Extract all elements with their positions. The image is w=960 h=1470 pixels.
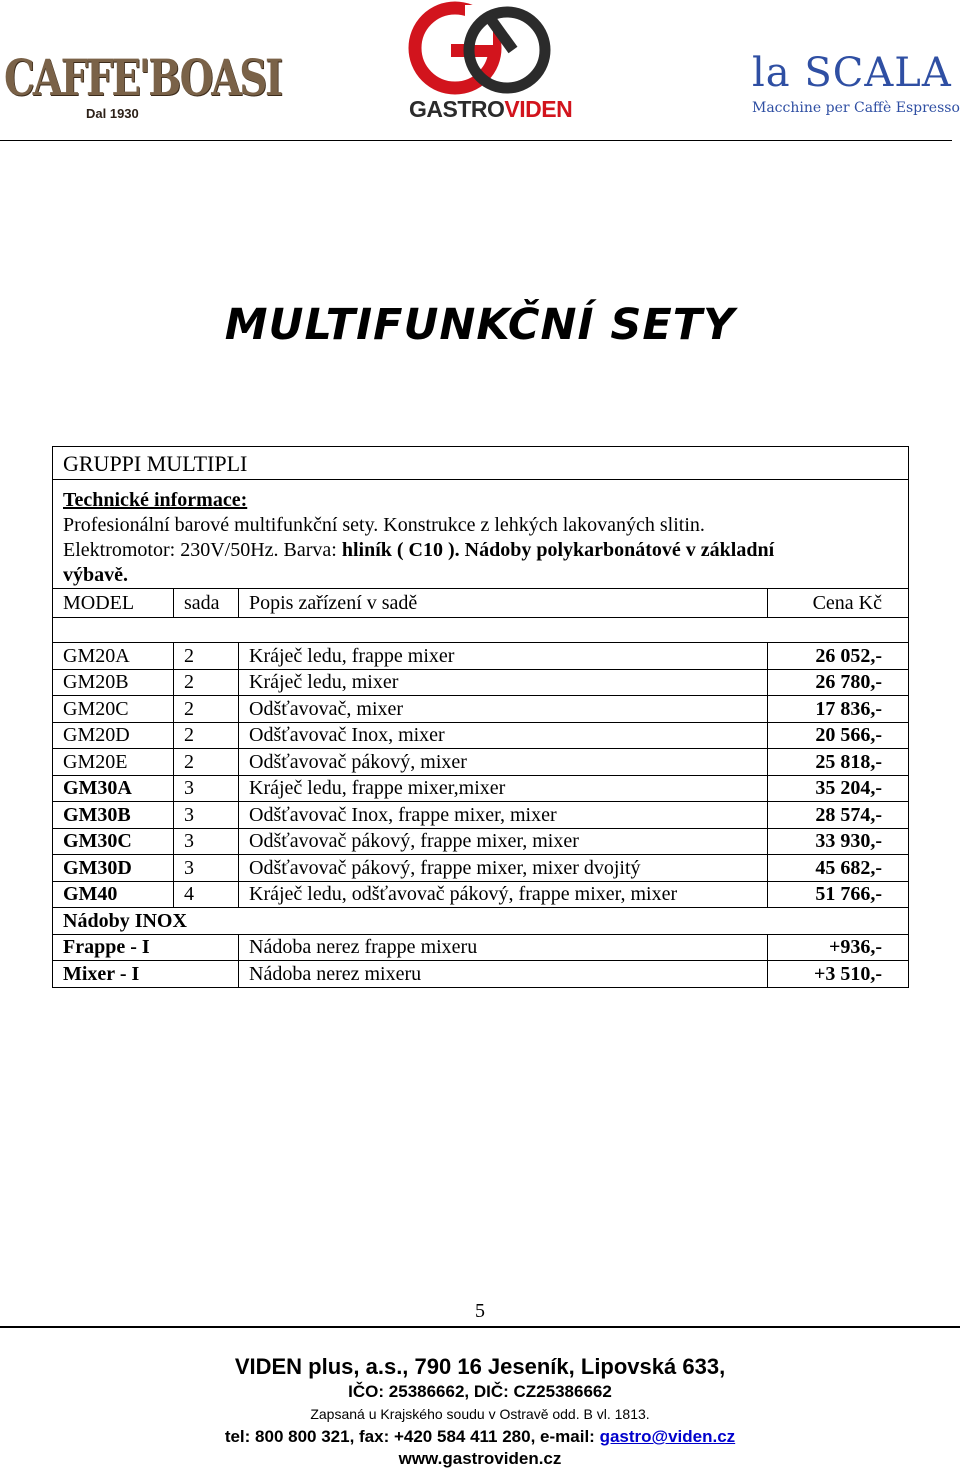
- header-divider: [0, 140, 952, 141]
- cell-desc: Odšťavovač pákový, mixer: [239, 749, 768, 776]
- table-row: [53, 828, 909, 855]
- cell-model: GM30B: [53, 802, 174, 829]
- footer-contacts: [0, 1427, 960, 1447]
- gastroviden-wordmark: GASTROVIDEN: [409, 96, 573, 122]
- cell-sada: 3: [174, 828, 239, 855]
- cell-desc: Odšťavovač Inox, frappe mixer, mixer: [239, 802, 768, 829]
- cell-model: GM20D: [53, 722, 174, 749]
- info-row: [53, 480, 909, 589]
- cell-sada: 3: [174, 802, 239, 829]
- table-row: [53, 881, 909, 908]
- cell-price: 25 818,-: [768, 749, 909, 776]
- footer-company: VIDEN plus, a.s., 790 16 Jeseník, Lipovská 633,: [234, 1354, 726, 1379]
- gastroviden-logo: [395, 0, 573, 128]
- cell-price: 33 930,-: [768, 828, 909, 855]
- info-line-2a: Elektromotor: 230V/50Hz. Barva:: [63, 539, 342, 561]
- inox-heading-row: [53, 908, 909, 935]
- table-row: [53, 696, 909, 723]
- caffe-boasi-logo: [4, 48, 281, 128]
- cell-sada: 4: [174, 881, 239, 908]
- cell-model: GM20B: [53, 669, 174, 696]
- page-number: 5: [475, 1300, 485, 1322]
- cell-price: 45 682,-: [768, 855, 909, 882]
- col-model: MODEL: [53, 589, 174, 618]
- info-heading: Technické informace:: [63, 489, 248, 511]
- cell-model: GM20C: [53, 696, 174, 723]
- info-line-1: Profesionální barové multifunkční sety. Konstrukce z lehkých lakovaných slitin.: [63, 514, 705, 536]
- cell-sada: 2: [174, 749, 239, 776]
- inox-model: Frappe - I: [53, 934, 239, 961]
- cell-sada: 3: [174, 775, 239, 802]
- inox-row: [53, 934, 909, 961]
- col-description: Popis zařízení v sadě: [239, 589, 768, 618]
- cell-price: 35 204,-: [768, 775, 909, 802]
- inox-price: +3 510,-: [768, 961, 909, 988]
- cell-sada: 2: [174, 643, 239, 670]
- spacer-cell: [53, 618, 909, 643]
- inox-row: [53, 961, 909, 988]
- cell-price: 17 836,-: [768, 696, 909, 723]
- cell-model: GM30A: [53, 775, 174, 802]
- table-row: [53, 802, 909, 829]
- table-row: [53, 669, 909, 696]
- cell-price: 20 566,-: [768, 722, 909, 749]
- la-scala-logo: [752, 50, 960, 126]
- cell-desc: Odšťavovač pákový, frappe mixer, mixer dvojitý: [239, 855, 768, 882]
- col-price: Cena Kč: [768, 589, 909, 618]
- info-line-3: výbavě.: [63, 564, 128, 586]
- cell-model: GM20A: [53, 643, 174, 670]
- cell-price: 26 780,-: [768, 669, 909, 696]
- cell-desc: Odšťavovač pákový, frappe mixer, mixer: [239, 828, 768, 855]
- table-row: [53, 775, 909, 802]
- page-title: MULTIFUNKČNÍ SETY: [224, 300, 736, 350]
- cell-model: GM30D: [53, 855, 174, 882]
- cell-price: 28 574,-: [768, 802, 909, 829]
- caffe-boasi-since: Dal 1930: [86, 106, 139, 121]
- table-row: [53, 643, 909, 670]
- la-scala-name: la SCALA: [752, 50, 952, 96]
- cell-price: 51 766,-: [768, 881, 909, 908]
- column-header-row: [53, 589, 909, 618]
- inox-model: Mixer - I: [53, 961, 239, 988]
- footer-website: www.gastroviden.cz: [398, 1449, 562, 1468]
- cell-desc: Kráječ ledu, mixer: [239, 669, 768, 696]
- table-row: [53, 749, 909, 776]
- spacer-row: [53, 618, 909, 643]
- cell-desc: Odšťavovač Inox, mixer: [239, 722, 768, 749]
- cell-model: GM30C: [53, 828, 174, 855]
- footer-email-link[interactable]: gastro@viden.cz: [599, 1427, 736, 1446]
- cell-desc: Kráječ ledu, frappe mixer,mixer: [239, 775, 768, 802]
- footer-phone-fax: tel: 800 800 321, fax: +420 584 411 280, e-mail:: [224, 1427, 600, 1446]
- cell-model: GM20E: [53, 749, 174, 776]
- footer-ids: IČO: 25386662, DIČ: CZ25386662: [348, 1382, 612, 1401]
- technical-info: [53, 480, 909, 589]
- cell-desc: Kráječ ledu, frappe mixer: [239, 643, 768, 670]
- cell-price: 26 052,-: [768, 643, 909, 670]
- group-row: [53, 447, 909, 480]
- table-row: [53, 722, 909, 749]
- product-table: [52, 446, 909, 988]
- inox-heading: Nádoby INOX: [53, 908, 909, 935]
- cell-sada: 2: [174, 669, 239, 696]
- inox-description: Nádoba nerez frappe mixeru: [239, 934, 768, 961]
- caffe-boasi-name: CAFFE'BOASI: [4, 48, 281, 107]
- cell-desc: Odšťavovač, mixer: [239, 696, 768, 723]
- gastroviden-emblem-icon: [395, 0, 565, 100]
- inox-description: Nádoba nerez mixeru: [239, 961, 768, 988]
- cell-desc: Kráječ ledu, odšťavovač pákový, frappe mixer, mixer: [239, 881, 768, 908]
- inox-price: +936,-: [768, 934, 909, 961]
- cell-sada: 2: [174, 696, 239, 723]
- footer-divider: [0, 1326, 960, 1328]
- col-sada: sada: [174, 589, 239, 618]
- cell-sada: 2: [174, 722, 239, 749]
- group-title: GRUPPI MULTIPLI: [53, 447, 909, 480]
- table-row: [53, 855, 909, 882]
- info-line-2b: hliník ( C10 ). Nádoby polykarbonátové v základní: [341, 539, 775, 561]
- la-scala-tagline: Macchine per Caffè Espresso: [752, 100, 960, 116]
- cell-sada: 3: [174, 855, 239, 882]
- cell-model: GM40: [53, 881, 174, 908]
- footer-registry: Zapsaná u Krajského soudu v Ostravě odd. B vl. 1813.: [310, 1406, 650, 1422]
